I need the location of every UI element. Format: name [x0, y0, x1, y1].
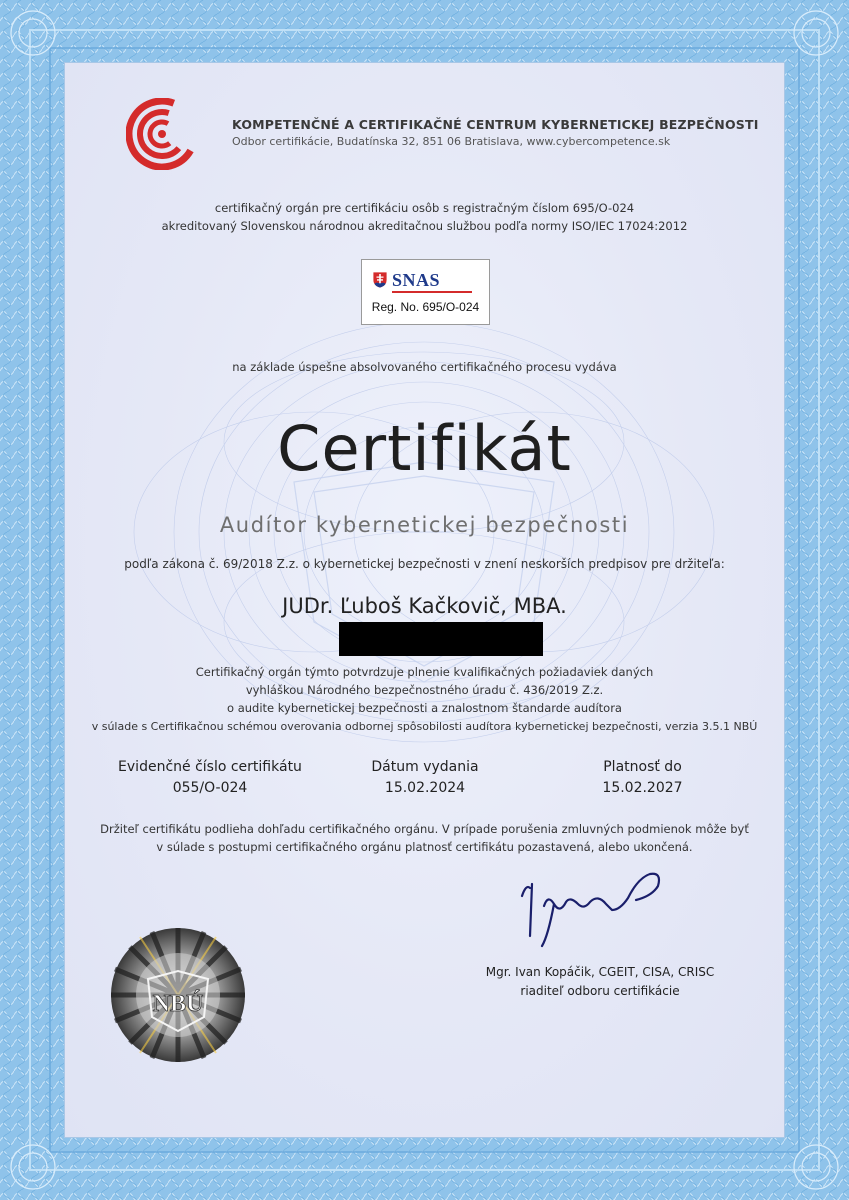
redacted-block	[339, 622, 543, 656]
confirmation-line-2: vyhláškou Národného bezpečnostného úradu č. 436/2019 Z.z.	[245, 683, 604, 697]
hologram-text: NBÚ	[152, 991, 204, 1017]
snas-underline	[392, 291, 472, 295]
confirmation-line-1: Certifikačný orgán týmto potvrdzuje plnenie kvalifikačných požiadaviek daných	[195, 665, 654, 679]
certificate-number-block	[110, 757, 310, 799]
certificate-subtitle: Audítor kybernetickej bezpečnosti	[219, 513, 630, 537]
issue-date-label: Dátum vydania	[371, 759, 479, 775]
signer-name: Mgr. Ivan Kopáčik, CGEIT, CISA, CRISC	[485, 965, 715, 979]
intro-text: na základe úspešne absolvovaného certifikačného procesu vydáva	[232, 360, 617, 374]
snas-brand: SNAS	[392, 270, 441, 290]
notice-line-1: Držiteľ certifikátu podlieha dohľadu certifikačného orgánu. V prípade porušenia zmluvných podmienok môže byť	[100, 822, 749, 836]
certificate-number-label: Evidenčné číslo certifikátu	[118, 759, 302, 775]
accreditation-line-2: akreditovaný Slovenskou národnou akreditačnou službou podľa normy ISO/IEC 17024:2012	[161, 219, 688, 233]
valid-until-value: 15.02.2027	[602, 780, 683, 796]
certificate-number-value: 055/O-024	[172, 780, 248, 796]
issue-date-block	[335, 757, 515, 799]
confirmation-line-3: o audite kybernetickej bezpečnosti a znalostnom štandarde audítora	[227, 701, 622, 715]
valid-until-block	[555, 757, 730, 799]
law-reference: podľa zákona č. 69/2018 Z.z. o kybernetickej bezpečnosti v znení neskorších predpisov pre držiteľa:	[124, 557, 725, 571]
nbu-hologram-seal-icon	[110, 927, 246, 1063]
snas-badge	[361, 259, 490, 325]
organization-name: KOMPETENČNÉ A CERTIFIKAČNÉ CENTRUM KYBERNETICKEJ BEZPEČNOSTI	[232, 117, 759, 132]
issue-date-value: 15.02.2024	[384, 780, 466, 796]
organization-address: Odbor certifikácie, Budatínska 32, 851 06 Bratislava, www.cybercompetence.sk	[232, 135, 671, 148]
certificate-title: Certifikát	[277, 412, 572, 485]
accreditation-line-1: certifikačný orgán pre certifikáciu osôb s registračným číslom 695/O-024	[214, 201, 635, 215]
signer-role: riaditeľ odboru certifikácie	[520, 984, 680, 998]
valid-until-label: Platnosť do	[603, 759, 682, 775]
snas-registration-number: Reg. No. 695/O-024	[371, 300, 480, 314]
slovak-coat-of-arms-icon	[372, 271, 388, 289]
holder-name: JUDr. Ľuboš Kačkovič, MBA.	[282, 594, 567, 618]
confirmation-line-4: v súlade s Certifikačnou schémou overovania odbornej spôsobilosti audítora kybernetickej bezpečnosti, verzia 3.5.1 NBÚ	[91, 720, 758, 733]
handwritten-signature	[508, 866, 668, 956]
signer-block	[480, 963, 720, 1001]
kckb-logo-icon	[126, 98, 198, 170]
notice-line-2: v súlade s postupmi certifikačného orgánu platnosť certifikátu pozastavená, alebo ukončená.	[156, 840, 693, 854]
